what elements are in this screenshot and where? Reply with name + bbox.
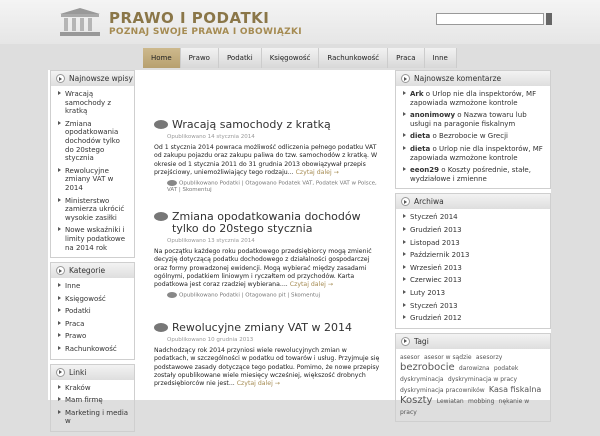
read-more-link[interactable]: Czytaj dalej → — [289, 281, 333, 289]
recent-posts-widget — [50, 70, 135, 258]
widget-title: Kategorie — [51, 263, 134, 278]
site-tagline: POZNAJ SWOJE PRAWA I OBOWIĄZKI — [109, 27, 302, 37]
post-title[interactable]: Zmiana opodatkowania dochodów tylko do 20stego stycznia — [154, 211, 382, 235]
blogroll-link[interactable]: Marketing i media w — [57, 407, 130, 428]
recent-post-link[interactable]: Ministerstwo zamierza ukrócić wysokie zasiłki — [57, 195, 130, 225]
tag-link[interactable]: nękanie w pracy — [400, 397, 530, 416]
right-sidebar — [395, 70, 551, 426]
blogroll-link[interactable]: Kraków — [57, 382, 130, 395]
widget-title: Tagi — [396, 334, 550, 349]
nav-praca[interactable]: Praca — [388, 48, 424, 68]
site-title[interactable]: PRAWO I PODATKI — [109, 9, 270, 27]
archive-link[interactable]: Styczeń 2014 — [402, 211, 546, 224]
tag-link[interactable]: asesor — [400, 353, 420, 361]
category-link[interactable]: Podatki — [57, 305, 130, 318]
tag-link[interactable]: bezrobocie — [400, 361, 455, 373]
nav-ksiegowosc[interactable]: Księgowość — [262, 48, 320, 68]
archive-link[interactable]: Czerwiec 2013 — [402, 274, 546, 287]
page-content — [48, 70, 551, 426]
search-button[interactable] — [546, 13, 552, 25]
category-link[interactable]: Rachunkowość — [57, 343, 130, 356]
post-title[interactable]: Rewolucyjne zmiany VAT w 2014 — [154, 322, 382, 334]
nav-rachunkowosc[interactable]: Rachunkowość — [319, 48, 388, 68]
recent-comments-widget — [395, 70, 551, 189]
folder-icon — [167, 180, 177, 186]
left-sidebar — [50, 70, 135, 436]
nav-inne[interactable]: Inne — [425, 48, 457, 68]
tag-link[interactable]: darowizna — [458, 364, 490, 372]
post-date: Opublikowano 10 grudnia 2013 — [167, 337, 254, 343]
archive-widget — [395, 193, 551, 328]
post — [154, 211, 382, 299]
read-more-link[interactable]: Czytaj dalej → — [236, 380, 280, 388]
post-excerpt: Od 1 stycznia 2014 powraca możliwość odliczenia pełnego podatku VAT od zakupu pojazdu oraz zakupu paliwa do tzw. samochodów z kratką. W okresie od 1 stycznia 2011 do 31 grudnia 2013 obowiązywał przepis przejściowy, uniemożliwiający tego rodzaju... Czytaj dalej → — [154, 144, 378, 176]
post-icon — [154, 212, 168, 221]
recent-post-link[interactable]: Wracają samochody z kratką — [57, 88, 130, 118]
post-date: Opublikowano 13 stycznia 2014 — [167, 238, 255, 244]
search-input[interactable] — [436, 13, 544, 25]
archive-link[interactable]: Luty 2013 — [402, 287, 546, 300]
blogroll-link[interactable]: Mam firmę — [57, 394, 130, 407]
recent-post-link[interactable]: Nowe wskaźniki i limity podatkowe na 2014 rok — [57, 224, 130, 254]
comment-item: Ark o Urlop nie dla inspektorów, MF zapowiada wzmożone kontrole — [402, 88, 546, 109]
post-excerpt: Na początku każdego roku podatkowego przedsiębiorcy mogą zmienić decyzję dotyczącą podatku dochodowego z działalności gospodarczej oraz formy prowadzonej ewidencji. Mogą wybierać między zasadami ogólnymi, podatkiem liniowym i ryczałtem od przychodów. Karta podatkowa jest coraz rzadziej wybierana.... Czytaj dalej → — [154, 248, 372, 289]
post-icon — [154, 120, 168, 129]
comment-item: dieta o Urlop nie dla inspektorów, MF zapowiada wzmożone kontrole — [402, 143, 546, 164]
post-footer: Opublikowano Podatki | Otagowano Podatek VAT, Podatek VAT w Polsce, VAT | Skomentuj — [167, 180, 377, 193]
bullet-icon — [56, 368, 65, 377]
widget-title: Linki — [51, 365, 134, 380]
recent-post-link[interactable]: Rewolucyjne zmiany VAT w 2014 — [57, 165, 130, 195]
post — [154, 119, 382, 193]
bullet-icon — [401, 197, 410, 206]
tag-link[interactable]: podatek — [493, 364, 519, 372]
comment-item: anonimowy o Nazwa towaru lub usługi na paragonie fiskalnym — [402, 109, 546, 130]
tag-link[interactable]: dyskryminacja pracowników — [400, 386, 485, 394]
tag-link[interactable]: dyskryminacja w pracy — [447, 375, 517, 383]
tag-link[interactable]: Lewiatan — [436, 397, 464, 405]
category-link[interactable]: Prawo — [57, 330, 130, 343]
widget-title: Najnowsze wpisy — [51, 71, 134, 86]
tag-link[interactable]: Kasa fiskalna — [488, 384, 542, 394]
post-date: Opublikowano 14 stycznia 2014 — [167, 134, 255, 140]
archive-link[interactable]: Grudzień 2012 — [402, 312, 546, 325]
recent-post-link[interactable]: Zmiana opodatkowania dochodów tylko do 20stego stycznia — [57, 118, 130, 165]
bullet-icon — [56, 74, 65, 83]
tag-link[interactable]: Koszty — [400, 394, 433, 406]
archive-link[interactable]: Wrzesień 2013 — [402, 262, 546, 275]
tag-cloud — [396, 349, 550, 421]
post-title[interactable]: Wracają samochody z kratką — [154, 119, 382, 131]
site-header — [0, 0, 600, 44]
tag-link[interactable]: mobbing — [467, 397, 495, 405]
categories-widget — [50, 262, 135, 360]
links-widget — [50, 364, 135, 432]
building-logo-icon[interactable] — [58, 7, 102, 37]
post-icon — [154, 323, 168, 332]
tag-link[interactable]: asesor w sądzie — [424, 353, 472, 361]
nav-podatki[interactable]: Podatki — [219, 48, 262, 68]
folder-icon — [167, 292, 177, 298]
bullet-icon — [401, 337, 410, 346]
tags-widget — [395, 333, 551, 422]
main-nav — [143, 48, 457, 68]
tag-link[interactable]: dyskryminacja — [400, 375, 444, 383]
archive-link[interactable]: Listopad 2013 — [402, 237, 546, 250]
tag-link[interactable]: asesorzy — [475, 353, 503, 361]
post-footer: Opublikowano Podatki | Otagowano pit | Skomentuj — [167, 292, 382, 299]
post — [154, 322, 382, 388]
comment-item: eeon29 o Koszty pośrednie, stałe, wydziałowe i zmienne — [402, 164, 546, 185]
bullet-icon — [401, 74, 410, 83]
post-excerpt: Nadchodzący rok 2014 przyniosi wiele rewolucyjnych zmian w podatkach, w szczególności w podatku od towarów i usług. Przyjmuje się podstawowe zasady dotyczące tego podatku. Pomimo, że nowe przepisy zostały opublikowane wiele miesięcy wcześniej, większość drobnych przedsiębiorców nie jest... Czytaj dalej → — [154, 347, 380, 388]
widget-title: Najnowsze komentarze — [396, 71, 550, 86]
nav-home[interactable]: Home — [143, 48, 181, 68]
category-link[interactable]: Inne — [57, 280, 130, 293]
archive-link[interactable]: Grudzień 2013 — [402, 224, 546, 237]
widget-title: Archiwa — [396, 194, 550, 209]
archive-link[interactable]: Październik 2013 — [402, 249, 546, 262]
nav-prawo[interactable]: Prawo — [181, 48, 219, 68]
category-link[interactable]: Księgowość — [57, 293, 130, 306]
category-link[interactable]: Praca — [57, 318, 130, 331]
comment-item: dieta o Bezrobocie w Grecji — [402, 130, 546, 143]
read-more-link[interactable]: Czytaj dalej → — [295, 168, 339, 176]
archive-link[interactable]: Styczeń 2013 — [402, 300, 546, 313]
bullet-icon — [56, 266, 65, 275]
